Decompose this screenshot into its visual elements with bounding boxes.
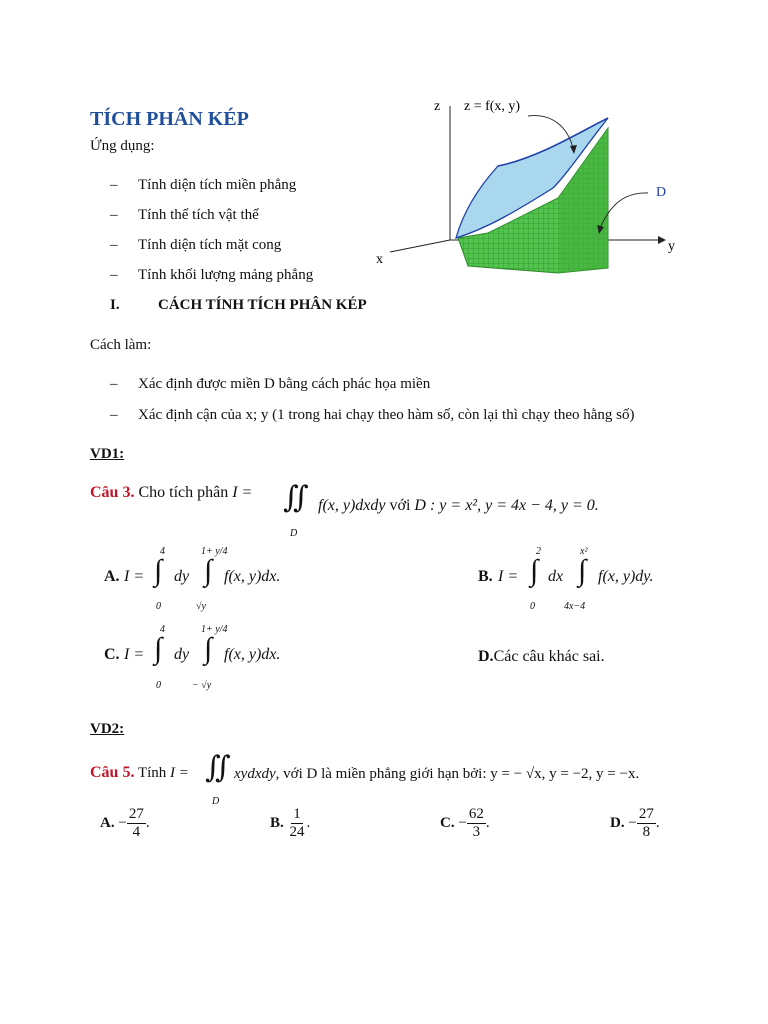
list-item: – Xác định được miền D bằng cách phác họa miền [110, 376, 431, 392]
volume-figure [368, 88, 698, 288]
example-label-vd1: VD1: [90, 446, 125, 462]
z-label: z [434, 99, 441, 114]
option-c: C. I = 4 ∫ 0 dy 1+ y/4 ∫ − √y f(x, y)dx. [104, 624, 281, 691]
list-item: – Tính diện tích mặt cong [110, 237, 282, 253]
list-item: – Xác định cận của x; y (1 trong hai chạy theo hàm số, còn lại thì chạy theo hằng số) [110, 407, 635, 423]
x-label: x [376, 252, 383, 267]
example-label-vd2: VD2: [90, 721, 125, 737]
option-d: D.Các câu khác sai. [478, 648, 605, 665]
answer-b: B. $\frac{1}{24}$ . [270, 806, 311, 841]
x-axis [390, 240, 450, 252]
question-3: Câu 3. Cho tích phân I = [90, 484, 253, 501]
list-item: – Tính thể tích vật thể [110, 207, 259, 223]
page-title: TÍCH PHÂN KÉP [90, 108, 249, 130]
question-5-body: xydxdy, với D là miền phẳng giới hạn bởi: y = − √x, y = −2, y = −x. [234, 766, 640, 782]
list-item: – Tính diện tích miền phẳng [110, 177, 297, 193]
function-label: z = f(x, y) [464, 99, 521, 114]
integral-domain: D [290, 528, 298, 539]
question-3-integrand: f(x, y)dxdy với D : y = x², y = 4x − 4, y = 0. [318, 497, 599, 514]
question-5: Câu 5. Tính I = [90, 764, 189, 781]
integral-domain: D [212, 796, 220, 807]
list-item: – Tính khối lượng mảng phẳng [110, 267, 314, 283]
double-integral-sign: ∬ [283, 481, 309, 514]
cach-lam-label: Cách làm: [90, 337, 152, 353]
double-integral-sign: ∬ [205, 751, 231, 784]
section-title: CÁCH TÍNH TÍCH PHÂN KÉP [158, 297, 367, 313]
answer-a: A. − $\frac{27}{4}$ . [100, 806, 150, 841]
section-number: I. [110, 297, 120, 313]
option-a: A. I = 4 ∫ 0 dy 1+ y/4 ∫ √y f(x, y)dx. [104, 546, 281, 612]
option-b: B. I = 2 ∫ 0 dx x² ∫ 4x−4 f(x, y)dy. [478, 546, 654, 612]
answer-c: C. − $\frac{62}{3}$ . [440, 806, 490, 841]
y-label: y [668, 239, 675, 254]
answer-d: D. − $\frac{27}{8}$ . [610, 806, 660, 841]
ung-dung-label: Ứng dụng: [90, 138, 155, 154]
domain-label: D [656, 185, 667, 200]
